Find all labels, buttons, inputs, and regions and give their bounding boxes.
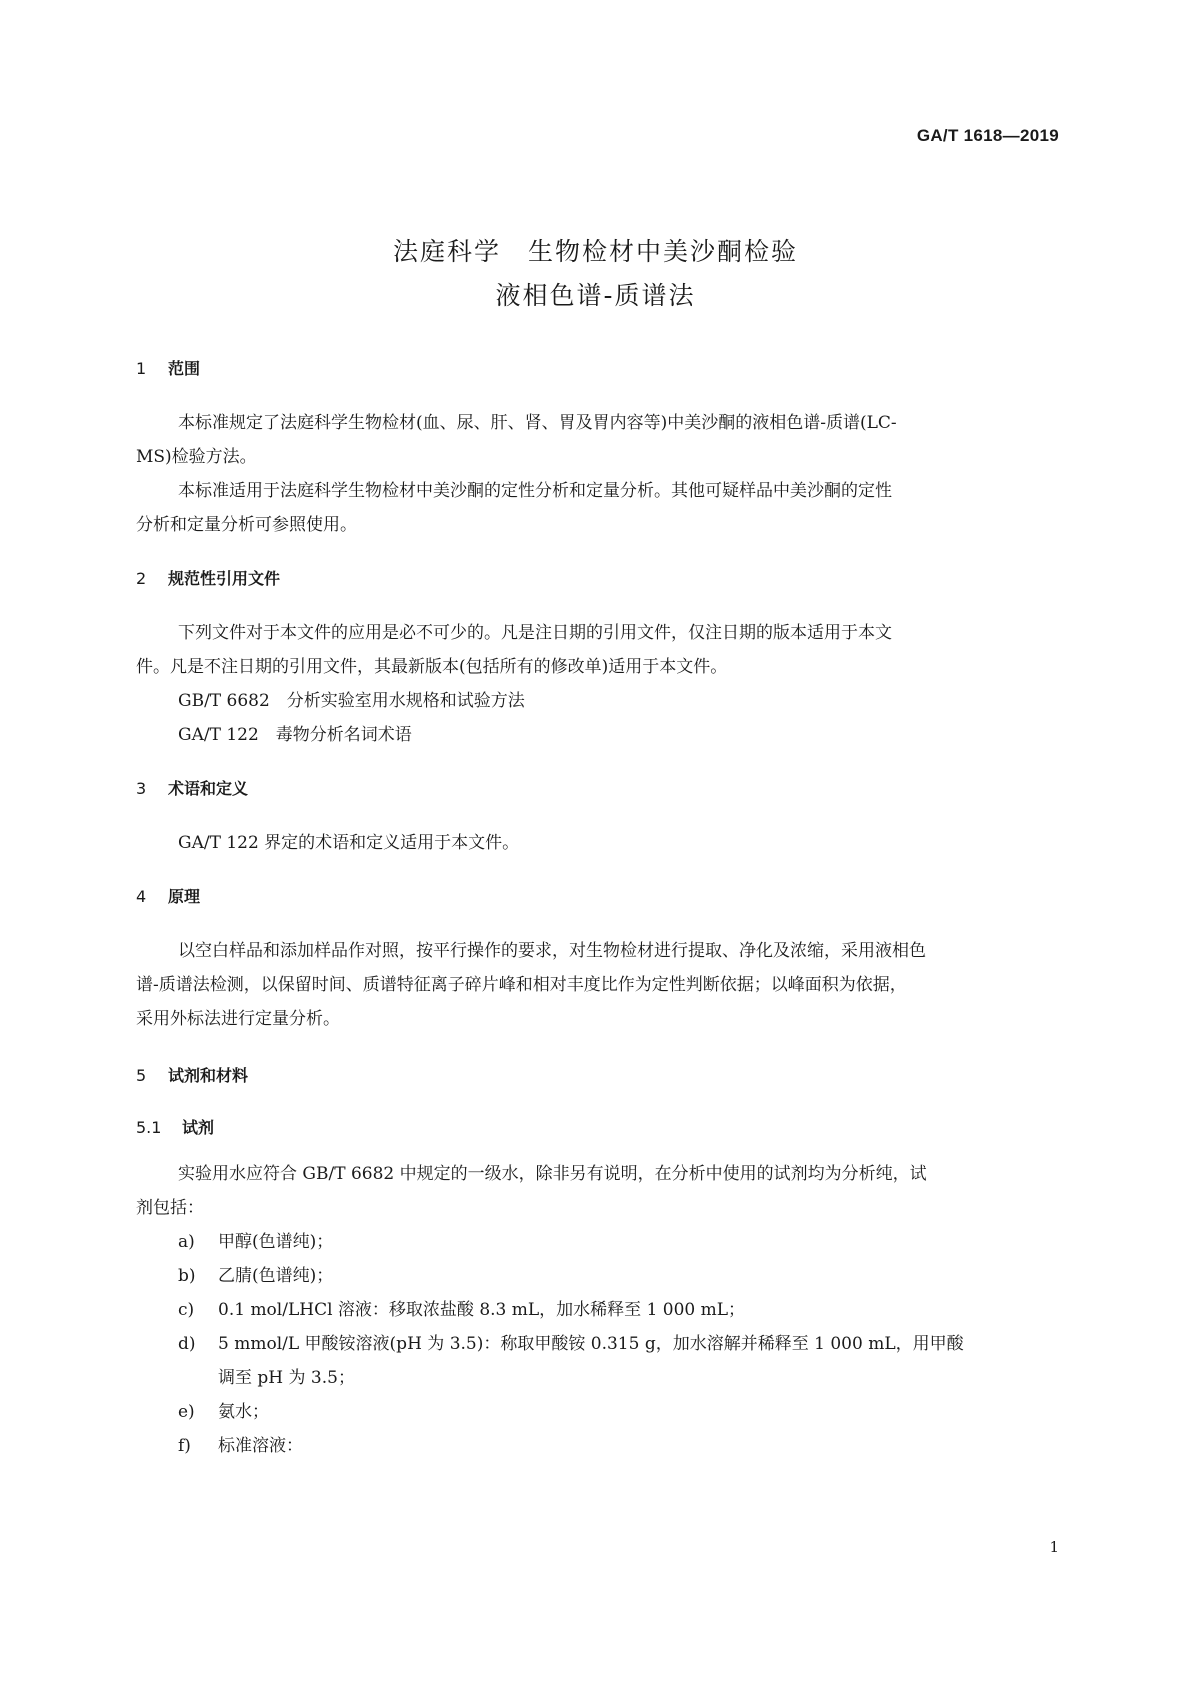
- list-marker: e): [178, 1402, 195, 1422]
- list-text: 标准溶液：: [218, 1436, 303, 1456]
- list-marker: a): [178, 1232, 195, 1252]
- section-number: 5: [136, 1066, 147, 1085]
- list-text: 氨水；: [218, 1402, 269, 1422]
- section-title: 试剂和材料: [168, 1066, 249, 1085]
- section-title: 术语和定义: [168, 779, 249, 798]
- paragraph-line: 本标准规定了法庭科学生物检材(血、尿、肝、肾、胃及胃内容等)中美沙酮的液相色谱-质谱(LC-: [178, 413, 897, 433]
- paragraph-line: 本标准适用于法庭科学生物检材中美沙酮的定性分析和定量分析。其他可疑样品中美沙酮的定性: [178, 481, 892, 501]
- paragraph-line: 实验用水应符合 GB/T 6682 中规定的一级水，除非另有说明，在分析中使用的试剂均为分析纯，试: [178, 1164, 927, 1184]
- section-2-heading: [136, 566, 280, 589]
- list-text: 调至 pH 为 3.5；: [218, 1368, 355, 1388]
- paragraph-line: 谱-质谱法检测，以保留时间、质谱特征离子碎片峰和相对丰度比作为定性判断依据；以峰面积为依据，: [136, 975, 907, 995]
- list-marker: b): [178, 1266, 196, 1286]
- list-marker: f): [178, 1436, 191, 1456]
- paragraph-line: GA/T 122 界定的术语和定义适用于本文件。: [178, 833, 520, 853]
- paragraph-line: 剂包括：: [136, 1198, 204, 1218]
- paragraph-line: MS)检验方法。: [136, 447, 257, 467]
- section-number: 4: [136, 887, 147, 906]
- section-title: 范围: [168, 359, 201, 378]
- list-marker: d): [178, 1334, 196, 1354]
- subsection-5-1-heading: [136, 1115, 214, 1138]
- list-text: 乙腈(色谱纯)；: [218, 1266, 334, 1286]
- paragraph-line: 分析和定量分析可参照使用。: [136, 515, 357, 535]
- list-text: 甲醇(色谱纯)；: [218, 1232, 334, 1252]
- list-text: 5 mmol/L 甲酸铵溶液(pH 为 3.5)：称取甲酸铵 0.315 g，加水溶解并稀释至 1 000 mL，用甲酸: [218, 1334, 964, 1354]
- paragraph-line: 下列文件对于本文件的应用是必不可少的。凡是注日期的引用文件，仅注日期的版本适用于本文: [178, 623, 892, 643]
- section-4-heading: [136, 884, 200, 907]
- subsection-number: 5.1: [136, 1118, 162, 1137]
- section-number: 2: [136, 569, 147, 588]
- section-number: 3: [136, 779, 147, 798]
- section-title: 原理: [168, 887, 201, 906]
- paragraph-line: 采用外标法进行定量分析。: [136, 1009, 340, 1029]
- page-number: 1: [1049, 1538, 1059, 1556]
- section-1-heading: [136, 356, 200, 379]
- list-marker: c): [178, 1300, 195, 1320]
- paragraph-line: 以空白样品和添加样品作对照，按平行操作的要求，对生物检材进行提取、净化及浓缩，采用液相色: [178, 941, 926, 961]
- paragraph-line: 件。凡是不注日期的引用文件，其最新版本(包括所有的修改单)适用于本文件。: [136, 657, 728, 677]
- document-title-line-2: 液相色谱-质谱法: [495, 281, 696, 310]
- standard-number: GA/T 1618—2019: [916, 126, 1059, 145]
- document-title-line-1: 法庭科学 生物检材中美沙酮检验: [392, 237, 798, 266]
- list-text: 0.1 mol/LHCl 溶液：移取浓盐酸 8.3 mL，加水稀释至 1 000 mL；: [218, 1300, 746, 1320]
- subsection-title: 试剂: [182, 1118, 215, 1137]
- section-title: 规范性引用文件: [168, 569, 281, 588]
- section-5-heading: [136, 1063, 248, 1086]
- section-3-heading: [136, 776, 248, 799]
- section-number: 1: [136, 359, 147, 378]
- normative-reference: GB/T 6682 分析实验室用水规格和试验方法: [178, 691, 525, 711]
- normative-reference: GA/T 122 毒物分析名词术语: [178, 725, 412, 745]
